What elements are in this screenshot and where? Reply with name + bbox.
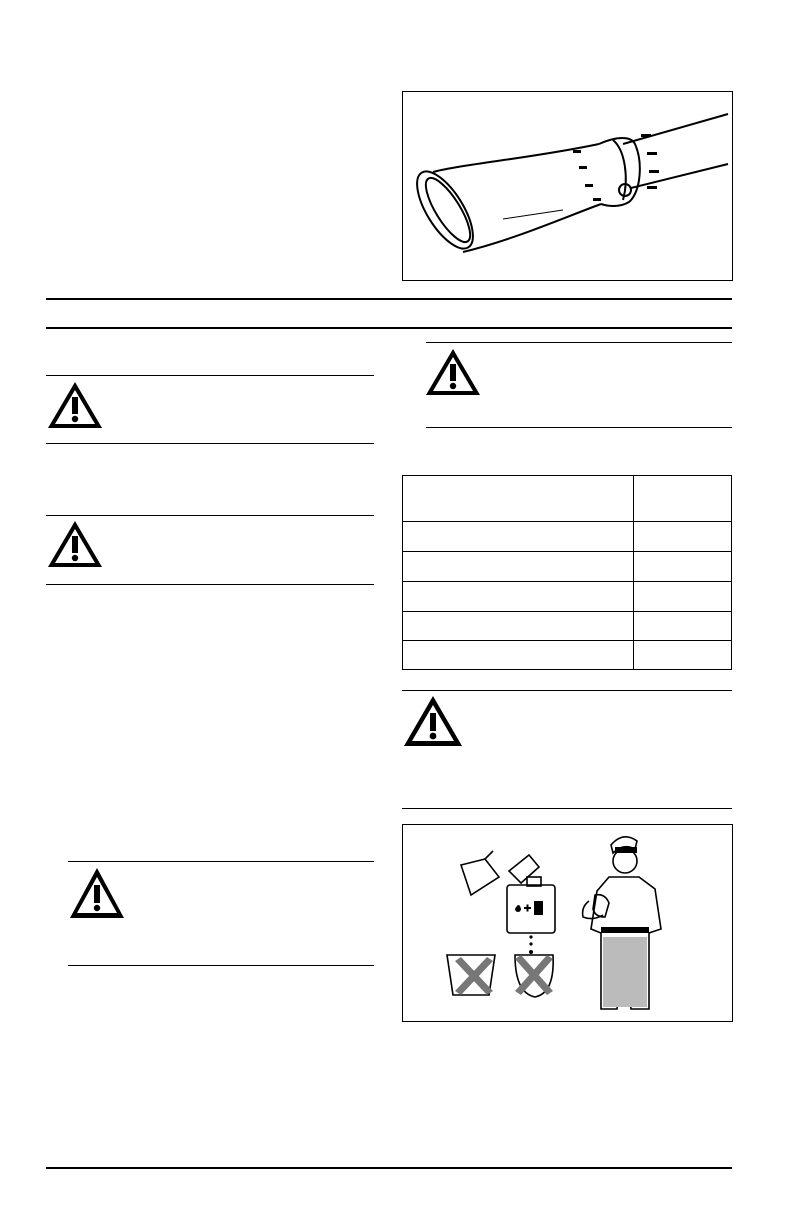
table-cell (403, 612, 634, 641)
table-cell (634, 612, 732, 641)
warning-5-rule-bottom (402, 808, 732, 809)
fuel-mix-table (402, 475, 732, 670)
table-cell (403, 641, 634, 670)
warning-3-rule-bottom (68, 965, 374, 966)
warning-1-rule-top (46, 375, 374, 376)
table-row (403, 522, 732, 552)
table-cell (403, 582, 634, 612)
table-cell (403, 552, 634, 582)
warning-triangle-icon (402, 694, 464, 748)
table-header-cell (634, 476, 732, 522)
table-cell (634, 522, 732, 552)
warning-triangle-icon (46, 380, 104, 430)
warning-3-rule-top (68, 861, 374, 862)
warning-triangle-icon (46, 519, 104, 569)
refuel-figure (402, 824, 733, 1022)
table-cell (403, 522, 634, 552)
refuel-safety-illustration (403, 825, 732, 1021)
table-row (403, 552, 732, 582)
warning-1-rule-bottom (46, 443, 374, 444)
warning-4-rule-bottom (426, 427, 732, 428)
warning-2-rule-bottom (46, 584, 374, 585)
blower-nozzle-illustration (403, 92, 732, 280)
table-cell (634, 582, 732, 612)
section-rule-top (46, 298, 732, 300)
table-header-cell (403, 476, 634, 522)
warning-2-rule-top (46, 515, 374, 516)
warning-5-rule-top (402, 690, 732, 691)
nozzle-figure (402, 91, 733, 281)
warning-4-rule-top (426, 342, 732, 343)
warning-triangle-icon (424, 347, 482, 397)
table-row (403, 641, 732, 670)
table-row (403, 582, 732, 612)
table-header-row (403, 476, 732, 522)
table-cell (634, 641, 732, 670)
section-rule-bottom (46, 327, 732, 329)
table-row (403, 612, 732, 641)
warning-triangle-icon (68, 866, 126, 920)
table-cell (634, 552, 732, 582)
page-footer-rule (46, 1167, 732, 1169)
